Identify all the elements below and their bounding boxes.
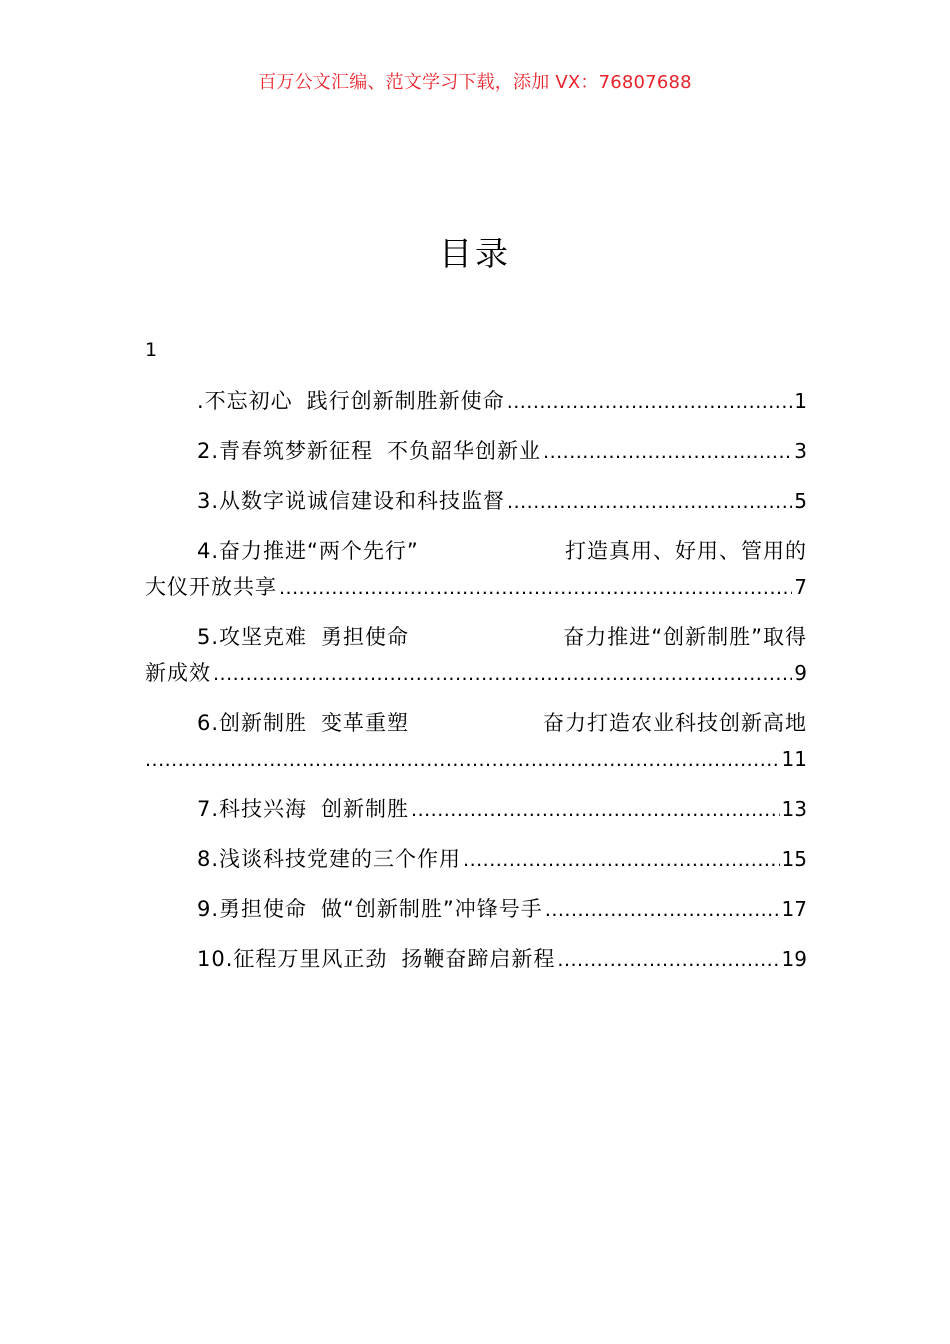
toc-entry-num: 10.	[197, 947, 234, 971]
toc-entry-text: 打造真用、好用、管用的	[565, 539, 807, 563]
toc-entry-text: 从数字说诚信建设和科技监督	[219, 489, 506, 513]
toc-page-number: 17	[781, 897, 807, 921]
dot-leader	[145, 741, 780, 778]
toc-entry-text: 大仪开放共享	[145, 575, 277, 599]
page-title: 目录	[439, 234, 511, 273]
toc-page-number: 19	[781, 947, 807, 971]
toc-entry-2[interactable]	[145, 433, 807, 469]
toc-entry-num: 4.	[197, 539, 220, 563]
toc-entry-text: 创新制胜	[219, 711, 308, 735]
toc-entry-text: .不忘初心	[197, 389, 293, 413]
toc-page-number: 1	[794, 389, 807, 413]
toc-pre-number: 1	[145, 339, 158, 361]
toc-entry-text: 不负韶华创新业	[387, 439, 542, 463]
toc-entry-text: 科技兴海	[219, 797, 308, 821]
dot-leader	[507, 383, 793, 420]
dot-leader	[411, 791, 780, 828]
toc-entry-text: 变革重塑	[321, 711, 410, 735]
toc-entry-num: 7.	[197, 797, 220, 821]
toc-entry-num: 6.	[197, 711, 220, 735]
toc-entry-text: 扬鞭奋蹄启新程	[401, 947, 556, 971]
toc-page-number: 11	[781, 747, 807, 771]
toc-entry-num: 9.	[197, 897, 220, 921]
dot-leader	[213, 655, 792, 692]
toc-entry-4[interactable]	[145, 533, 807, 605]
toc-entry-text: 勇担使命	[321, 625, 410, 649]
toc-entry-10[interactable]	[145, 941, 807, 977]
toc-entry-text: 攻坚克难	[219, 625, 308, 649]
toc-entry-text: 践行创新制胜新使命	[306, 389, 505, 413]
toc-entry-num: 8.	[197, 847, 220, 871]
toc-entry-text: 浅谈科技党建的三个作用	[219, 847, 462, 871]
toc-entry-num: 5.	[197, 625, 220, 649]
toc-page-number: 15	[781, 847, 807, 871]
dot-leader	[557, 941, 779, 978]
dot-leader	[543, 433, 792, 470]
toc-entry-9[interactable]	[145, 891, 807, 927]
toc-entry-7[interactable]	[145, 791, 807, 827]
toc-entry-text: 创新制胜	[321, 797, 410, 821]
toc-entry-text: 青春筑梦新征程	[219, 439, 374, 463]
header-watermark-text: 百万公文汇编、范文学习下载，添加 VX：76807688	[258, 72, 692, 93]
toc-entry-8[interactable]	[145, 841, 807, 877]
dot-leader	[545, 891, 780, 928]
dot-leader	[507, 483, 792, 520]
toc-entry-text: 奋力推进“两个先行”	[219, 539, 419, 563]
toc-entry-text: 勇担使命	[219, 897, 308, 921]
toc-entry-text: 奋力打造农业科技创新高地	[543, 711, 807, 735]
toc-page-number: 9	[794, 661, 807, 685]
toc-entry-5[interactable]	[145, 619, 807, 691]
dot-leader	[463, 841, 780, 878]
toc-page-number: 5	[794, 489, 807, 513]
toc-entry-num: 3.	[197, 489, 220, 513]
toc-entry-text: 新成效	[145, 661, 211, 685]
toc-entry-3[interactable]	[145, 483, 807, 519]
toc-entry-text: 奋力推进“创新制胜”取得	[563, 625, 807, 649]
toc-entry-1[interactable]	[145, 383, 807, 419]
dot-leader	[279, 569, 792, 606]
toc-entry-text: 做“创新制胜”冲锋号手	[321, 897, 543, 921]
toc-entry-text: 征程万里风正劲	[233, 947, 388, 971]
toc-page-number: 7	[794, 575, 807, 599]
toc-entry-num: 2.	[197, 439, 220, 463]
toc-page-number: 3	[794, 439, 807, 463]
table-of-contents	[145, 335, 807, 991]
toc-page-number: 13	[781, 797, 807, 821]
toc-entry-6[interactable]	[145, 705, 807, 777]
